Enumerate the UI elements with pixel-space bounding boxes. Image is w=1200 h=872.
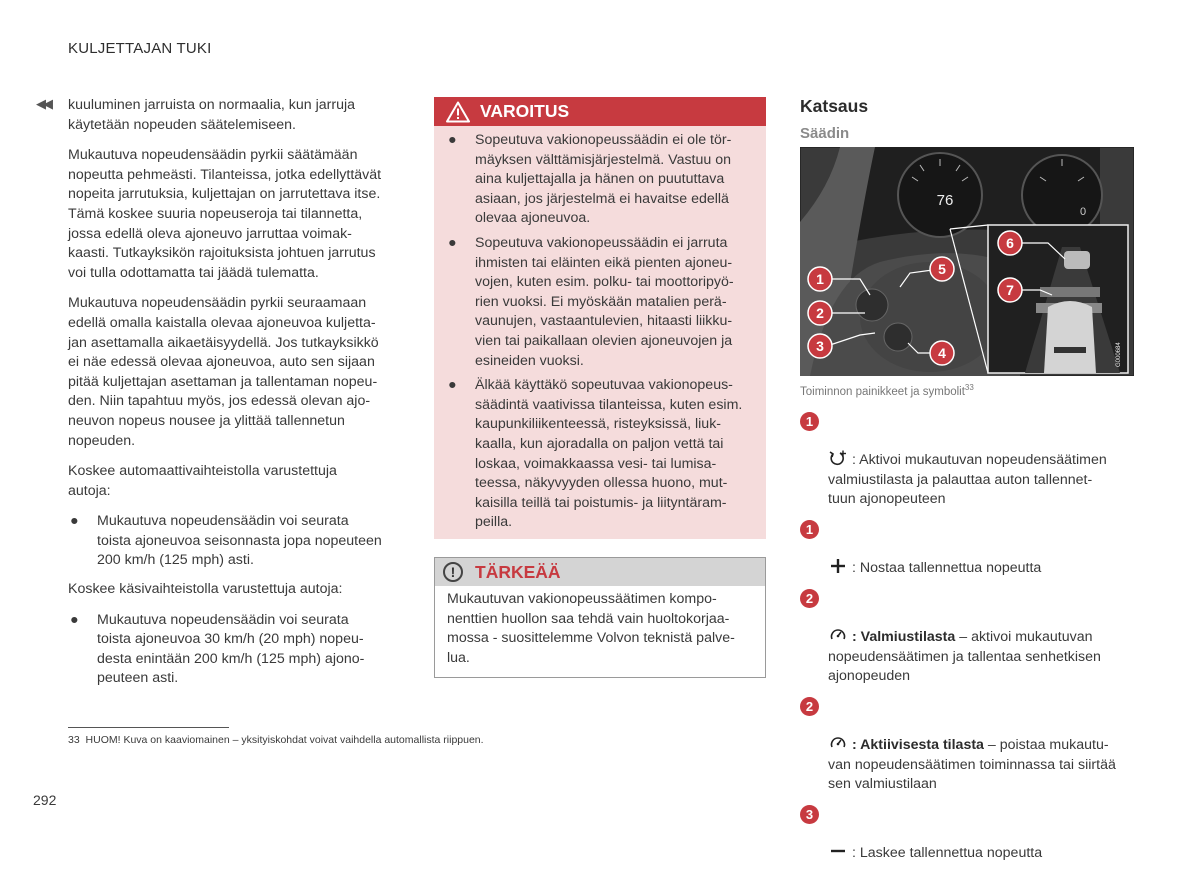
page-header: KULJETTAJAN TUKI (68, 40, 212, 57)
steering-wheel-illustration (800, 147, 1134, 376)
footnote-ref: 33 (964, 383, 974, 392)
caption-text: Toiminnon painikkeet ja symbolit (800, 385, 965, 398)
callout-label: 7 (1006, 282, 1014, 298)
resume-icon (828, 450, 848, 466)
item-bold-text: : Valmiustilasta (852, 628, 956, 645)
zero-readout: 0 (1079, 206, 1087, 218)
callout-5 (930, 257, 954, 281)
footnote-number: 33 (68, 734, 80, 746)
list-item (800, 588, 1135, 687)
footnote-text: HUOM! Kuva on kaaviomainen – yksityiskohdat voivat vaihdella automallista riippuen. (85, 734, 484, 746)
list-item-text: Älkää käyttäkö sopeutuvaa vakionopeus- säädintä vaativissa tilanteissa, kuten esim. kaupunkiliikenteessä, risteyksissä, liuk- kaalla, kun ajoradalla on paljon vettä tai loskaa, voimakkaassa vesi- tai lumisa- teessa, näkyvyyden ollessa huono, mut- kaisilla teillä tai poistumis- ja liityntäram- peilla. (475, 377, 743, 531)
paragraph: Koskee automaattivaihteistolla varustettuja autoja: (68, 463, 337, 499)
callout-6 (998, 231, 1022, 255)
list-item (800, 696, 1135, 795)
warning-title: VAROITUS (480, 101, 570, 121)
paragraph: Mukautuva nopeudensäädin pyrkii seuraamaan edellä omalla kaistalla olevaa ajoneuvoa kuljetta- jan asettamalla aikaetäisyydellä. Jos tutkayksikkö ei näe edessä olevaa ajoneuvoa, auto sen sijaan pitää kuljettajan asettaman ja tallentaman nopeu- den. Niin tapahtuu myös, jos edessä olevan ajo- neuvon nopeus nousee ja ylittää tallennetun nopeuden. (68, 295, 379, 449)
list-item (800, 804, 1135, 864)
warning-triangle-icon (446, 101, 470, 123)
list-item-text: Mukautuva nopeudensäädin voi seurata toista ajoneuvoa 30 km/h (20 mph) nopeu- desta enintään 200 km/h (125 mph) ajono- peuteen asti. (97, 611, 365, 687)
callout-label: 4 (938, 345, 946, 361)
list-item (800, 519, 1135, 579)
warning-list (448, 131, 748, 533)
list-item (800, 411, 1135, 510)
footnote-divider (68, 727, 229, 728)
overview-section (800, 96, 1135, 142)
list-item (68, 611, 403, 689)
body-column-1 (68, 96, 403, 698)
minus-icon (828, 843, 848, 859)
figure-caption (800, 383, 974, 398)
callout-label: 5 (938, 261, 946, 277)
speed-readout: 76 (936, 192, 954, 209)
important-header (435, 558, 765, 586)
callout-2 (808, 301, 832, 325)
callout-label: 6 (1006, 235, 1014, 251)
item-number: 2 (800, 589, 819, 608)
item-text: – aktivoi mukautuvan nopeudensäätimen ja tallentaa senhetkisen ajonopeuden (828, 628, 1101, 685)
item-number: 3 (800, 805, 819, 824)
list-item (448, 376, 748, 533)
item-text: – poistaa mukautu- van nopeudensäätimen toiminnassa tai siirtää sen valmiustilaan (828, 736, 1116, 793)
bullet-icon: ● (448, 234, 457, 251)
bullet-list (68, 512, 403, 571)
plus-icon (828, 558, 848, 574)
list-item (448, 131, 748, 229)
paragraph: Mukautuva nopeudensäädin pyrkii säätämään nopeutta pehmeästi. Tilanteissa, jotka edellyttävät nopeita jarrutuksia, kuljettajan on jarrutettava itse. Tämä koskee suuria nopeuseroja tai tilannetta, jossa edellä oleva ajoneuvo jarruttaa voimak- kaasti. Tutkayksikön rajoituksista johtuen jarrutus voi tulla odottamatta tai jäädä tulematta. (68, 147, 382, 281)
important-text: Mukautuvan vakionopeussäätimen kompo- nenttien huollon saa tehdä vain huoltokorjaa- mossa - suosittelemme Volvon teknistä palve- lua. (447, 591, 735, 666)
item-bold-text: : Aktiivisesta tilasta (852, 736, 984, 753)
list-item-text: Sopeutuva vakionopeussäädin ei ole tör- mäyksen välttämisjärjestelmä. Vastuu on aina kuljettajalla ja hänen on puututtava asiaan, jos järjestelmä ei havaitse edellä olevaa ajoneuvoa. (475, 132, 732, 227)
callout-4 (930, 341, 954, 365)
warning-header (434, 97, 766, 126)
callout-3 (808, 334, 832, 358)
important-box (434, 557, 766, 678)
callout-label: 1 (816, 271, 824, 287)
callout-7 (998, 278, 1022, 302)
item-number: 2 (800, 697, 819, 716)
item-text: : Laskee tallennettua nopeutta (852, 844, 1043, 861)
bullet-icon: ● (70, 513, 79, 530)
list-item-text: Sopeutuva vakionopeussäädin ei jarruta ihmisten tai eläinten eikä pienten ajoneu- vojen, kuten esim. polku- tai moottoripyö- rien vuoksi. Ei myöskään matalien perä- vaunujen, vastaantulevien, hitaasti liikku- vien tai paikallaan olevien ajoneuvojen ja esineiden vuoksi. (475, 234, 734, 369)
list-item (68, 512, 403, 571)
bullet-icon: ● (70, 611, 79, 628)
item-text: : Nostaa tallennettua nopeutta (852, 560, 1042, 577)
figure-code: G000684 (1116, 342, 1122, 367)
bullet-icon: ● (448, 377, 457, 394)
speedometer-icon (828, 735, 848, 751)
footnote (68, 734, 484, 746)
important-title: TÄRKEÄÄ (475, 561, 561, 582)
exclamation-icon: ! (443, 562, 463, 582)
bullet-icon: ● (448, 132, 457, 148)
callout-label: 2 (816, 305, 824, 321)
bullet-list (68, 611, 403, 689)
section-title: Katsaus (800, 96, 869, 116)
section-subtitle: Säädin (800, 125, 850, 142)
speedometer-icon (828, 627, 848, 643)
callout-1 (808, 267, 832, 291)
list-item (448, 234, 748, 371)
callout-label: 3 (816, 338, 824, 354)
controls-list (800, 411, 1135, 872)
page-number: 292 (33, 792, 57, 808)
paragraph: kuuluminen jarruista on normaalia, kun jarruja käytetään nopeuden säätelemiseen. (68, 97, 356, 133)
list-item-text: Mukautuva nopeudensäädin voi seurata toista ajoneuvoa seisonnasta jopa nopeuteen 200 km/h (125 mph) asti. (97, 513, 382, 569)
item-number: 1 (800, 412, 819, 431)
warning-box (434, 97, 766, 539)
item-text: : Aktivoi mukautuvan nopeudensäätimen valmiustilasta ja palauttaa auton tallennet- tuun ajonopeuteen (828, 452, 1107, 508)
paragraph: Koskee käsivaihteistolla varustettuja autoja: (68, 581, 343, 598)
continuation-arrow-icon: ◀◀ (36, 96, 50, 111)
item-number: 1 (800, 520, 819, 539)
